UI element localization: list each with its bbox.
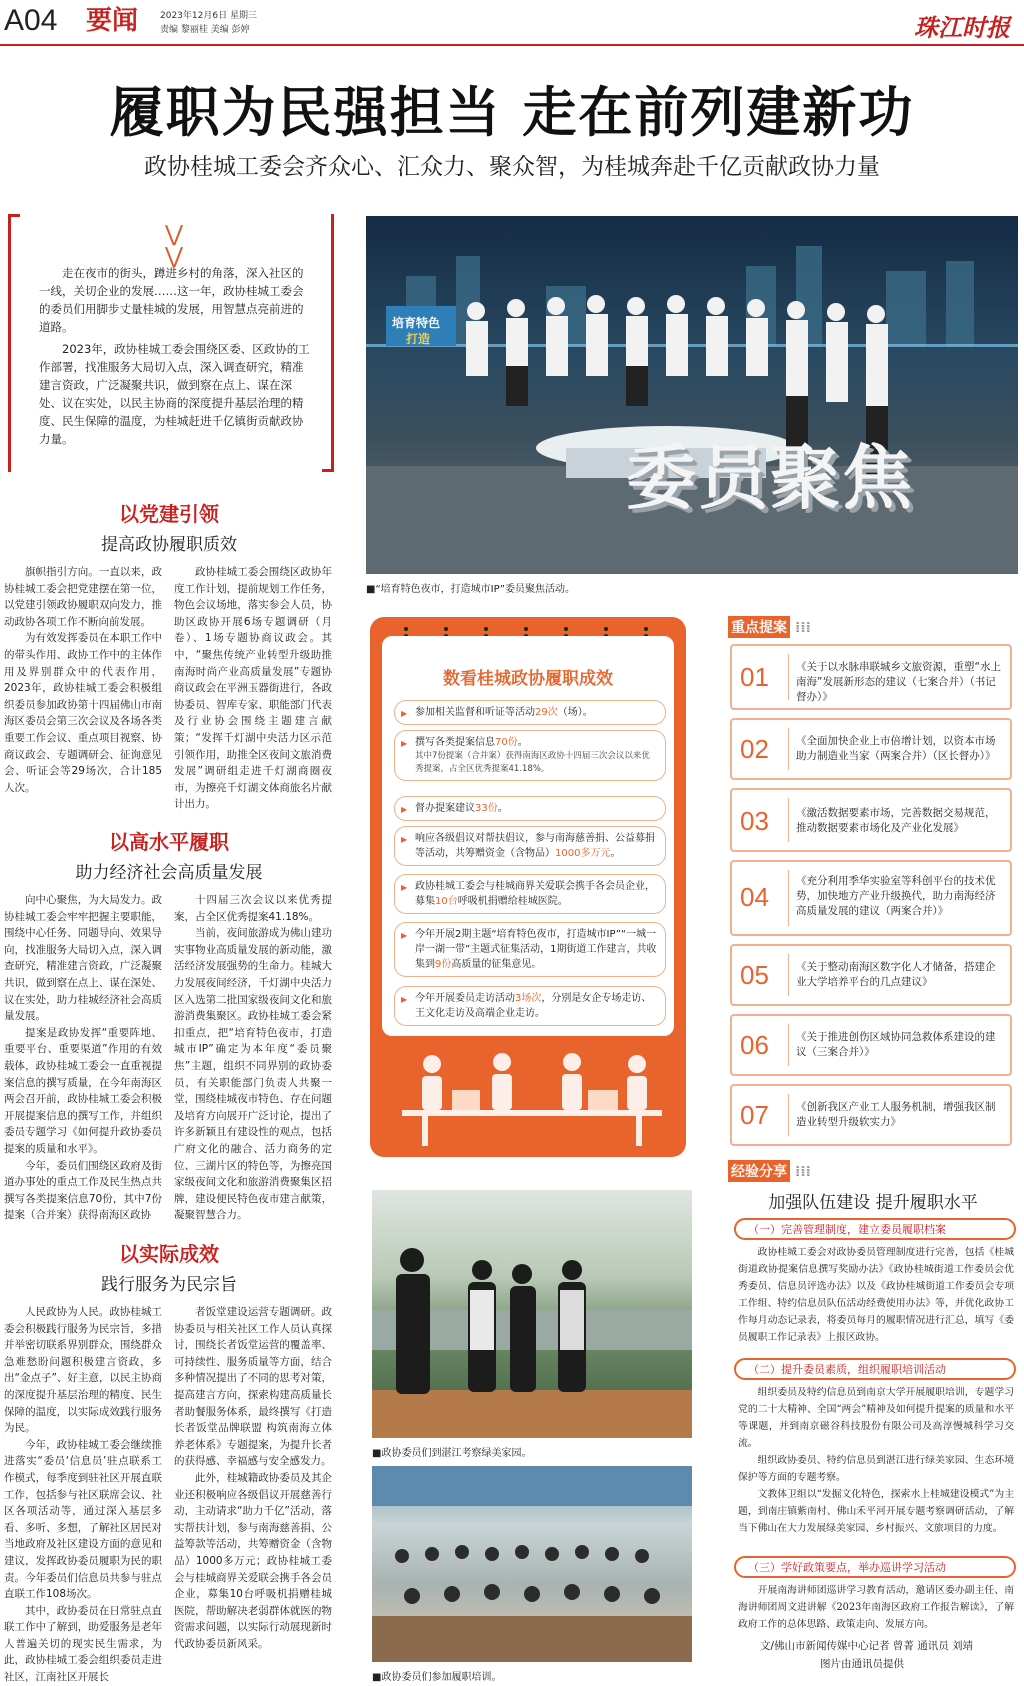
editors: 责编 黎丽桂 美编 彭婷 [160, 25, 250, 35]
experience-paragraph: 组织政协委员、特约信息员到湛江进行绿美家园、生态环境保护等方面的专题考察。 [738, 1455, 1014, 1483]
achievement-item: ▶ 参加相关监督和听证等活动29次（场）。 [394, 700, 666, 725]
proposal-item: 04 《充分利用季华实验室等科创平台的技术优势，加快地方产业升级换代，助力南海经济高质量发展的建议（两案合并）》 [730, 860, 1012, 936]
photo-credit: 图片由通讯员提供 [820, 1658, 904, 1670]
training-photo [372, 1466, 692, 1662]
section-title: 以高水平履职 [109, 830, 229, 854]
section-subtitle: 提高政协履职质效 [101, 535, 237, 555]
proposal-item: 07 《创新我区产业工人服务机制，增强我区制造业转型升级软实力》 [730, 1084, 1012, 1146]
achievement-note: 其中7份提案（合并案）获得南海区政协十四届三次会议以来优秀提案，占全区优秀提案41.18%。 [415, 751, 650, 774]
event-board-text: 打造 [406, 332, 431, 346]
paragraph: 提案是政协发挥“重要阵地、重要平台、重要渠道”作用的有效载体，政协桂城工委会一直重视提案信息的撰写质量，在今年南海区两会召开前，政协桂城工委会积极开展提案信息的撰写工作，并组织委员专题学习《如何提升政协委员提案的质量和水平》。 [4, 1026, 162, 1155]
achievement-item: ▶ 今年开展2期主题“培育特色夜市，打造城市IP”“一城一岸一湖一带”主题式征集活动，1期街道工作建言，共收集到9份高质量的征集意见。 [394, 922, 666, 977]
experience-title: 加强队伍建设 提升履职水平 [768, 1193, 978, 1213]
event-board-text: 培育特色 [392, 316, 441, 330]
section-title: 以实际成效 [119, 1242, 219, 1266]
paragraph: 十四届三次会议以来优秀提案，占全区优秀提案41.18%。 [174, 894, 332, 923]
paragraph: 当前，夜间旅游成为佛山建功实事物业高质量发展的新动能，激活经济发展强势的生命力。桂城大力发展夜间经济，千灯湖中央活力区入选第二批国家级夜间文化和旅游消费集聚区。政协桂城工委会紧扣重点，把“培育特色夜市，打造城市IP”确定为本年度“委员聚焦”主题，组织不同界别的政协委员，有关职能部门负责人共聚一堂，围绕桂城夜市特色、存在问题及培育方向展开广泛讨论，提出了许多新颖且有建设性的观点，包括广府文化的融合、活力商务的定位、三湖片区的特色等，为擦亮国家级夜间文化和旅游消费聚集区招牌，建设便民特色夜市建言献策，凝聚智慧合力。 [174, 927, 332, 1222]
subheadline: 政协桂城工委会齐众心、汇众力、聚众智，为桂城奔赴千亿贡献政协力量 [144, 154, 880, 180]
article-column [4, 564, 162, 800]
photo-caption: ■政协委员们到湛江考察绿美家园。 [372, 1448, 532, 1459]
article-column [174, 1304, 332, 1676]
page-header [0, 0, 1024, 46]
issue-date: 2023年12月6日 星期三 [160, 11, 257, 21]
paragraph: 政协桂城工委会围绕区政协年度工作计划，提前规划工作任务，物色会议场地，落实参会人员，协助区政协开展6场专题调研（月卷）、1场专题协商议政会。其中，“聚焦传统产业转型升级助推南海时尚产业高质量发展”专题协商议政会在平洲玉器街进行，各政协委员、智库专家、职能部门代表及行业协会围绕主题建言献策；“发挥千灯湖中央活力区示范引领作用，助推全区夜间文旅消费发展”调研组走进千灯湖商圈夜市，为擦亮千灯湖文体商旅名片献计出力。 [174, 566, 332, 811]
proposal-item: 05 《关于整动南海区数字化人才储备，搭建企业大学培养平台的几点建议》 [730, 944, 1012, 1006]
experience-tag: 经验分享 ⁞⁞⁞ [728, 1160, 816, 1182]
paragraph: 今年，委员们围绕区政府及街道办事处的重点工作及民生热点共撰写各类提案信息70份，其中7份提案（合并案）获得南海区政协 [4, 1159, 162, 1222]
proposal-item: 02 《全面加快企业上市倍增计划，以资本市场助力制造业当家（两案合并）（区长督办）》 [730, 718, 1012, 780]
experience-heading: （二）提升委员素质，组织履职培训活动 [734, 1358, 1016, 1380]
headline: 履职为民强担当 走在前列建新功 [109, 81, 915, 144]
paragraph: 今年，政协桂城工委会继续推进落实“委员‘信息员’驻点联系工作模式，每季度到驻社区开展直联工作，包括参与社区联席会议、社区各项活动等，通过深入基层多看、多听、多想，了解社区居民对当地政府及社区建设方面的意见和建议，发挥政协委员履职为民的职责。今年委员们信息员共参与驻点直联工作108场次。 [4, 1438, 162, 1601]
achievement-item: ▶ 政协桂城工委会与桂城商界关爱联会携手各会员企业，募集10台呼吸机捐赠给桂城医院。 [394, 874, 666, 914]
article-column [4, 892, 162, 1222]
meeting-illustration [392, 1044, 672, 1148]
achievement-item: ▶ 撰写各类提案信息70份。 其中7份提案（合并案）获得南海区政协十四届三次会议以来优秀提案，占全区优秀提案41.18%。 [394, 730, 666, 781]
proposal-item: 06 《关于推进创伤区域协同急救体系建设的建议（三案合并）》 [730, 1014, 1012, 1076]
paragraph: 为有效发挥委员在本职工作中的带头作用、政协工作中的主体作用及界别群众中的代表作用，2023年，政协桂城工委会积极组织委员参加政协第十四届佛山市南海区委员会第三次会议及各场各类重要工作会议、重点项目视察、协商议政会、专题调研会、征询意见会、听证会等29场次，合计185人次。 [4, 632, 162, 794]
paragraph: 此外，桂城籍政协委员及其企业还积极响应各级倡议开展慈善行动，主动请求“助力千亿”活动，落实帮扶计划，参与南海慈善捐、公益筹款等活动，共筹赠资金（含物品）1000多万元；政协桂城工委会与桂城商界关爱联会携手各会员企业，募集10台呼吸机捐赠桂城医院，帮助解决老弱群体就医的物资需求问题，以实际行动展现新时代政协委员新风采。 [174, 1471, 332, 1650]
article-column [174, 892, 332, 1222]
achievement-item: ▶ 响应各级倡议对帮扶倡议，参与南海慈善捐、公益募捐等活动，共筹赠资金（含物品）1000多万元。 [394, 826, 666, 866]
intro-paragraph: 2023年，政协桂城工委会围绕区委、区政协的工作部署，找准服务大局切入点，深入调查研究，精准建言资政，广泛凝聚共识，做到察在点上、谋在深处、议在实处，以民主协商的深度提升基层治理的精度、民生保障的温度，为桂城赶进千亿镇街贡献政协力量。 [39, 342, 310, 446]
experience-paragraph: 政协桂城工委会对政协委员管理制度进行完善，包括《桂城街道政协提案信息撰写奖励办法》《政协桂城街道工作委员会优秀委员、信息员评选办法》以及《政协桂城街道工作委员会专项工作组、特约信息员队伍活动经费使用办法》等，并优化政协工作每月动态记录表，将委员每月的履职情况进行汇总，填写《委员履职工作记录表》上报区政协。 [738, 1247, 1014, 1343]
achievement-item: ▶ 今年开展委员走访活动3场次，分别是女企专场走访、王文化走访及高端企业走访。 [394, 986, 666, 1026]
wetland-scene-illustration [372, 1190, 692, 1438]
photo-caption: ■政协委员们参加履职培训。 [372, 1672, 502, 1683]
proposal-item: 03 《激活数据要素市场，完善数据交易规范，推动数据要素市场化及产业化发展》 [730, 788, 1012, 852]
experience-heading: （一）完善管理制度，建立委员履职档案 [734, 1218, 1016, 1240]
proposal-item: 01 《关于以水脉串联城乡文旅资源，重塑“水上南海”发展新形态的建议（七案合并）（书记督办）》 [730, 644, 1012, 710]
section-subtitle: 助力经济社会高质量发展 [75, 863, 263, 883]
paragraph: 向中心聚焦，为大局发力。政协桂城工委会牢牢把握主要职能，围绕中心任务、同题导向、效果导向，找准服务大局切入点，深入调查研究，精准建言资政，广泛凝聚共识，做到察在点上、谋在深处、议在实处，助力桂城经济社会高质量发展。 [4, 894, 162, 1023]
intro-box [8, 214, 334, 472]
photo-caption: ■“培育特色夜市，打造城市IP”委员聚焦活动。 [366, 584, 575, 595]
intro-paragraph: 走在夜市的街头，蹲进乡村的角落，深入社区的一线，关切企业的发展……这一年，政协桂城工委会的委员们用脚步丈量桂城的发展，用智慧点亮前进的道路。 [39, 266, 304, 334]
sign-sculpture: 委员聚焦 [626, 437, 914, 519]
article-column [4, 1304, 162, 1684]
header-rule [0, 44, 1024, 46]
field-trip-photo [372, 1190, 692, 1438]
page-number: A04 [4, 4, 58, 37]
paragraph: 其中，政协委员在日常驻点直联工作中了解到，助爱服务是老年人普遍关切的现实民生需求，为此，政协桂城工委会组织委员走进社区，江南社区开展长 [4, 1604, 162, 1684]
experience-heading: （三）学好政策要点，举办巡讲学习活动 [734, 1556, 1016, 1578]
section-subtitle: 践行服务为民宗旨 [101, 1275, 237, 1295]
experience-paragraph: 文教体卫组以“发掘文化特色，探索水上桂城建设模式”为主题，到南庄镇紫南村、佛山禾平河开展专题考察调研活动，了解当下佛山在大力发展绿美家园、乡村振兴、文旅项目的力度。 [738, 1489, 1014, 1534]
key-proposals-tag: 重点提案 ⁞⁞⁞ [728, 616, 816, 638]
chevron-down-icon: ⋁ ⋁ [164, 222, 184, 269]
achievements-title: 数看桂城政协履职成效 [443, 669, 613, 689]
paragraph: 者饭堂建设运营专题调研。政协委员与相关社区工作人员认真探讨，围绕长者饭堂运营的覆盖率、可持续性、服务质量等方面，结合多种情况提出了不同的思考对策，提高建言方向，探索构建高质量长者助餐服务体系，最终撰写《打造长者饭堂品牌联盟 构筑南海立体养老体系》专题提案，为提升长者的获得感、幸福感与安全感发力。 [174, 1306, 332, 1468]
byline: 文/佛山市新闻传媒中心记者 曾菁 通讯员 刘靖 [760, 1640, 974, 1652]
section-name: 要闻 [86, 6, 139, 36]
achievement-item: ▶ 督办提案建议33份。 [394, 796, 666, 821]
event-photo [366, 216, 1018, 574]
masthead-logo: 珠江时报 [914, 13, 1010, 42]
paragraph: 人民政协为人民。政协桂城工委会积极践行服务为民宗旨，多措并举密切联系界别群众，围绕群众急难愁盼问题积极建言资政，多出“金点子”、好主意，以民主协商的深度提升基层治理的精度、民生保障的温度，以实际成效践行服务为民。 [4, 1306, 162, 1435]
article-column [174, 564, 332, 811]
paragraph: 旗帜指引方向。一直以来，政协桂城工委会把党建摆在第一位，以党建引领政协履职双向发力，推动政协各项工作不断向前发展。 [4, 566, 162, 628]
classroom-scene-illustration [372, 1466, 692, 1662]
night-scene-illustration [366, 216, 1018, 574]
section-title: 以党建引领 [119, 502, 219, 526]
experience-paragraph: 组织委员及特约信息员到南京大学开展履职培训，专题学习党的二十大精神、全国“两会”精神及如何提升提案的质量和水平等课题，并到南京磁谷科技股份有限公司及高淳慢城科学习交流。 [738, 1387, 1014, 1449]
experience-paragraph: 开展南海讲师团巡讲学习教育活动，邀请区委办副主任、南海讲师团周文进讲解《2023年南海区政府工作报告解读》，了解政府工作的总体思路、政策走向、发展方向。 [738, 1585, 1014, 1630]
